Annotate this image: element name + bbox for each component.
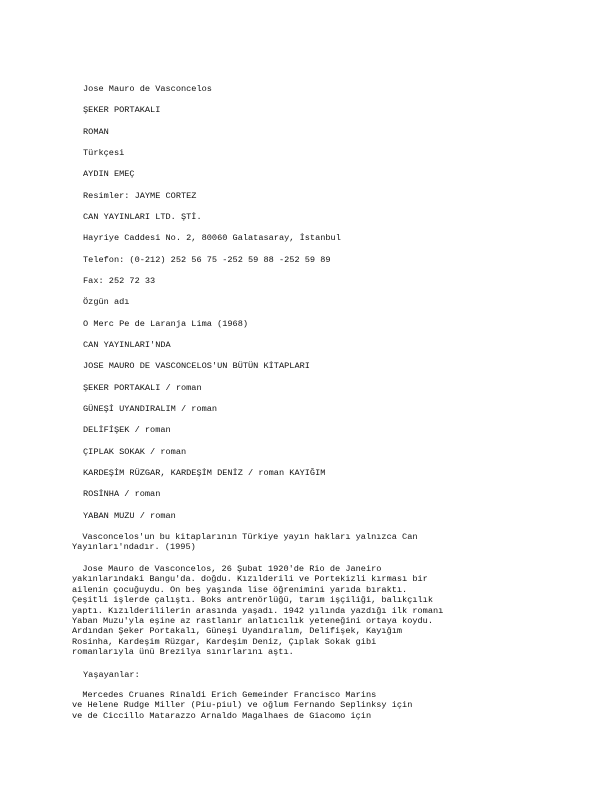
book-list-item: DELİFİŞEK / roman	[83, 425, 171, 435]
publisher-phone: Telefon: (0-212) 252 56 75 -252 59 88 -252 59 89	[83, 255, 331, 265]
book-list-item: GÜNEŞİ UYANDIRALIM / roman	[83, 404, 218, 414]
translator-name: AYDIN EMEÇ	[83, 169, 135, 179]
rights-notice: Vasconcelos'un bu kitaplarının Türkiye yayın hakları yalnızca Can Yayınları'ndadır. (1995)	[72, 532, 418, 553]
publisher-address: Hayriye Caddesi No. 2, 80060 Galatasaray, İstanbul	[83, 233, 341, 243]
book-list-item: YABAN MUZU / roman	[83, 511, 176, 521]
translation-label: Türkçesi	[83, 148, 125, 158]
author-name: Jose Mauro de Vasconcelos	[83, 84, 212, 94]
dedication-text: Mercedes Cruanes Rinaldi Erich Gemeinder Francisco Marins ve Helene Rudge Miller (Piu-piul) ve oğlum Fernando Seplinksy için ve de Ciccillo Matarazzo Arnaldo Magalhaes de Giacomo için	[72, 690, 413, 721]
book-list-item: ROSİNHA / roman	[83, 489, 161, 499]
genre-label: ROMAN	[83, 127, 109, 137]
illustrator-credit: Resimler: JAYME CORTEZ	[83, 191, 197, 201]
author-biography: Jose Mauro de Vasconcelos, 26 Şubat 1920'de Rio de Janeiro yakınlarındaki Bangu'da. doğdu. Kızılderili ve Portekizli kırması bir ailenin çocuğuydu. On beş yaşında lise öğrenimini yarıda bıraktı. Çeşitli işlerde çalıştı. Boks antrenörlüğü, tarım işçiliği, balıkçılık yaptı. Kızılderililerin arasında yaşadı. 1942 yılında yazdığı ilk romanı Yaban Muzu'yla eşine az rastlanır anlatıcılık yeteneğini ortaya koydu. Ardından Şeker Portakalı, Güneşi Uyandıralım, Delifişek, Kayığım Rosinha, Kardeşim Rüzgar, Kardeşim Deniz, Çıplak Sokak gibi romanlarıyla ünü Brezilya sınırlarını aştı.	[72, 564, 444, 658]
original-title: O Merc Pe de Laranja Lima (1968)	[83, 319, 249, 329]
living-heading: Yaşayanlar:	[83, 670, 140, 680]
books-list-heading: JOSE MAURO DE VASCONCELOS'UN BÜTÜN KİTAPLARI	[83, 361, 310, 371]
book-title: ŞEKER PORTAKALI	[83, 105, 161, 115]
book-list-item: ŞEKER PORTAKALI / roman	[83, 383, 202, 393]
original-title-label: Özgün adı	[83, 297, 130, 307]
publisher-name: CAN YAYINLARI LTD. ŞTİ.	[83, 212, 202, 222]
book-list-item: KARDEŞİM RÜZGAR, KARDEŞİM DENİZ / roman KAYIĞIM	[83, 468, 326, 478]
publisher-fax: Fax: 252 72 33	[83, 276, 156, 286]
series-heading: CAN YAYINLARI'NDA	[83, 340, 171, 350]
book-list-item: ÇIPLAK SOKAK / roman	[83, 447, 187, 457]
